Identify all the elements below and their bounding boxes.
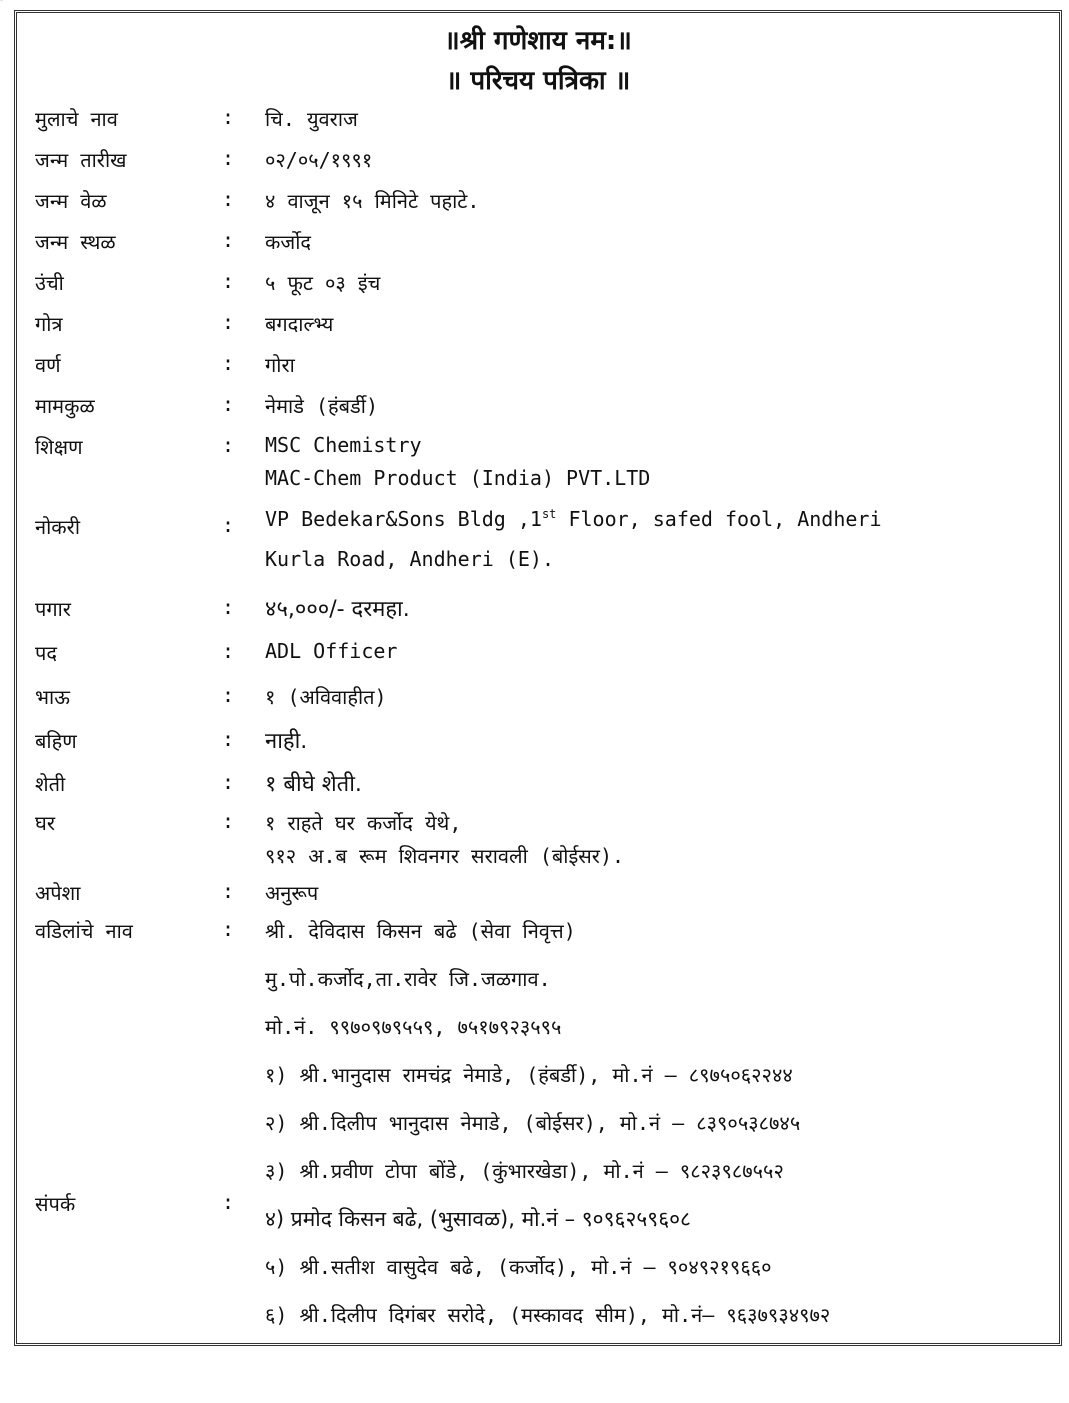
field-value: चि. युवराज [265, 107, 358, 131]
field-separator: : [222, 1190, 235, 1214]
field-value: ४ वाजून १५ मिनिटे पहाटे. [265, 189, 480, 213]
biodata-card [14, 10, 1062, 1346]
field-value: ADL Officer [265, 639, 398, 663]
field-label: शिक्षण [35, 435, 83, 459]
field-value: गोरा [265, 353, 295, 377]
field-separator: : [222, 595, 235, 619]
job-address-line-2: Kurla Road, Andheri (E). [265, 547, 554, 571]
field-label: गोत्र [35, 312, 63, 336]
field-label: उंची [35, 271, 64, 295]
field-label: जन्म स्थळ [35, 230, 116, 254]
field-value: १ (अविवाहीत) [265, 685, 387, 709]
field-label: वडिलांचे नाव [35, 919, 133, 943]
field-label: वर्ण [35, 353, 61, 377]
field-label: मामकुळ [35, 394, 95, 418]
field-label: घर [35, 811, 55, 835]
field-label: भाऊ [35, 685, 70, 709]
field-separator: : [222, 146, 235, 170]
contact-item: ४) प्रमोद किसन बढे, (भुसावळ), मो.नं – ९०९६२५९६०८ [265, 1207, 691, 1231]
field-separator: : [222, 310, 235, 334]
field-separator: : [222, 727, 235, 751]
job-address-part: VP Bedekar&Sons Bldg ,1 [265, 507, 542, 531]
field-label: जन्म वेळ [35, 189, 107, 213]
father-phone: मो.नं. ९९७०९७९५५९, ७५१७९२३५९५ [265, 1015, 562, 1039]
field-separator: : [222, 809, 235, 833]
field-separator: : [222, 513, 235, 537]
field-value: ०२/०५/१९९१ [265, 148, 373, 172]
field-value: नाही. [265, 729, 308, 754]
field-label: मुलाचे नाव [35, 107, 118, 131]
field-separator: : [222, 105, 235, 129]
page-title: ॥ परिचय पत्रिका ॥ [445, 66, 631, 96]
field-separator: : [222, 187, 235, 211]
field-separator: : [222, 683, 235, 707]
field-separator: : [222, 879, 235, 903]
field-label: संपर्क [35, 1192, 76, 1216]
contact-item: ३) श्री.प्रवीण टोपा बोंडे, (कुंभारखेडा), मो.नं – ९८२३९८७५५२ [265, 1159, 784, 1183]
field-separator: : [222, 392, 235, 416]
field-value: MAC-Chem Product (India) PVT.LTD [265, 466, 651, 490]
father-name: श्री. देविदास किसन बढे (सेवा निवृत्त) [265, 919, 576, 943]
invocation-heading: ॥श्री गणेशाय नम:॥ [444, 26, 632, 56]
field-separator: : [222, 433, 235, 457]
contact-item: ६) श्री.दिलीप दिगंबर सरोदे, (मस्कावद सीम), मो.नं– ९६३७९३४९७२ [265, 1303, 831, 1327]
contact-item: १) श्री.भानुदास रामचंद्र नेमाडे, (हंबर्डी), मो.नं – ८९७५०६२२४४ [265, 1063, 793, 1087]
field-separator: : [222, 269, 235, 293]
field-value: अनुरूप [265, 881, 319, 905]
field-label: जन्म तारीख [35, 148, 127, 172]
father-address: मु.पो.कर्जोद,ता.रावेर जि.जळगाव. [265, 967, 551, 991]
field-separator: : [222, 351, 235, 375]
field-label: शेती [35, 772, 66, 796]
field-value: ४५,०००/- दरमहा. [265, 597, 410, 622]
field-label: अपेशा [35, 881, 81, 905]
contact-item: २) श्री.दिलीप भानुदास नेमाडे, (बोईसर), मो.नं – ८३९०५३८७४५ [265, 1111, 801, 1135]
field-separator: : [222, 917, 235, 941]
field-separator: : [222, 228, 235, 252]
field-label: पगार [35, 597, 71, 621]
field-value: कर्जोद [265, 230, 311, 254]
job-address-line-1 [265, 507, 882, 531]
field-label: नोकरी [35, 515, 80, 539]
ordinal-suffix: st [541, 507, 557, 521]
job-address-part: Floor, safed fool, Andheri [556, 507, 882, 531]
house-line-1: १ राहते घर कर्जोद येथे, [265, 811, 462, 835]
field-separator: : [222, 770, 235, 794]
field-value: १ बीघे शेती. [265, 772, 362, 797]
field-value: नेमाडे (हंबर्डी) [265, 394, 378, 418]
house-line-2: ९१२ अ.ब रूम शिवनगर सरावली (बोईसर). [265, 844, 625, 868]
field-label: पद [35, 641, 57, 665]
contact-item: ५) श्री.सतीश वासुदेव बढे, (कर्जोद), मो.नं – ९०४९२१९६६० [265, 1255, 772, 1279]
field-value: MSC Chemistry [265, 433, 422, 457]
field-value: ५ फूट ०३ इंच [265, 271, 381, 295]
field-value: बगदाल्भ्य [265, 312, 334, 336]
field-separator: : [222, 639, 235, 663]
field-label: बहिण [35, 729, 77, 753]
